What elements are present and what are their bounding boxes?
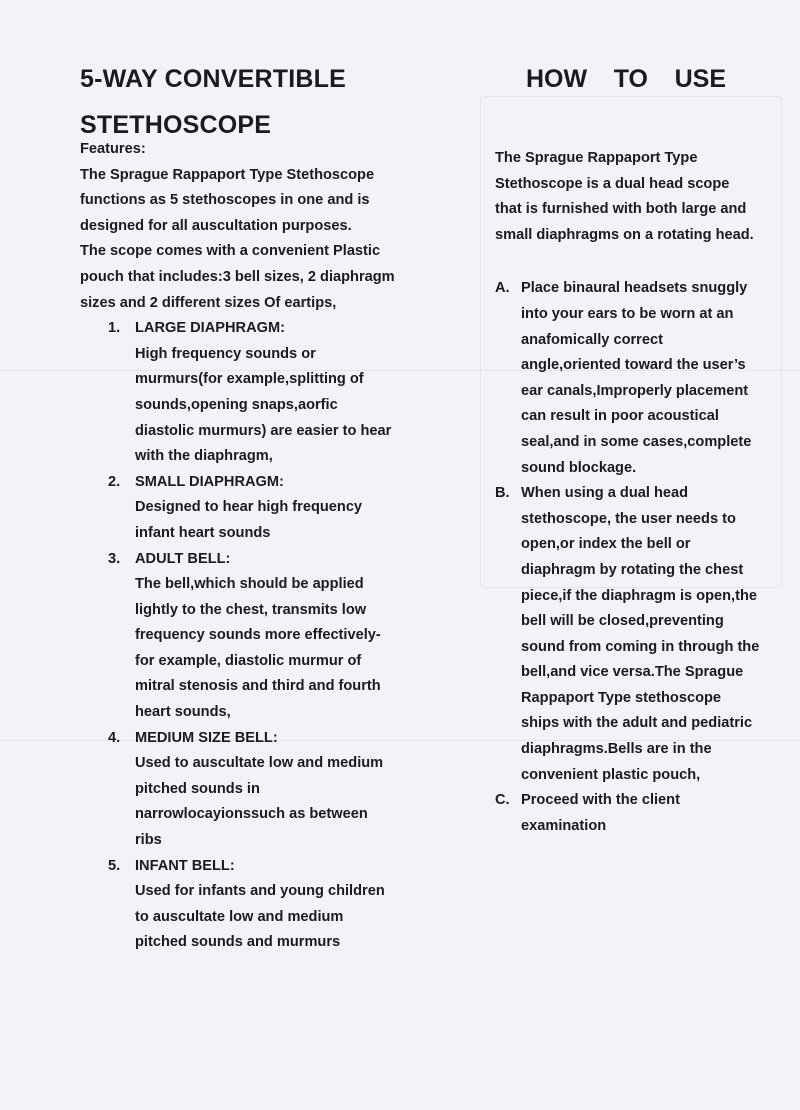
list-item [108,726,398,854]
how-to-use-column [495,146,760,839]
item-description: The bell,which should be applied lightly to the chest, transmits low frequency sounds more effectively-for example, diastolic murmur of mitral stenosis and third and fourth heart sounds, [135,576,381,721]
step-marker: A. [495,280,510,297]
how-to-intro: The Sprague Rappaport Type Stethoscope is a dual head scope that is furnished with both large and small diaphragms on a rotating head. [495,150,754,243]
step-marker: C. [495,792,510,809]
list-item [108,316,398,470]
features-column [80,137,410,956]
list-marker: 2. [108,473,121,490]
item-title: ADULT BELL: [135,550,231,567]
item-title: SMALL DIAPHRAGM: [135,473,284,490]
list-marker: 3. [108,550,121,567]
list-item [108,470,398,547]
steps-list [495,276,760,839]
right-title-word: HOW [526,65,588,93]
step-marker: B. [495,485,510,502]
item-title: INFANT BELL: [135,857,235,874]
item-description: Designed to hear high frequency infant heart sounds [135,499,363,541]
right-title-word: TO [613,65,648,93]
item-description: Used to auscultate low and medium pitched sounds in narrowlocayionssuch as between ribs [135,755,384,849]
list-marker: 1. [108,320,121,337]
component-list [108,316,398,956]
step-text: Place binaural headsets snuggly into your ears to be worn at an anafomically correct angle,oriented toward the user’s ear canals,Improperly placement can result in poor acoustical seal,and in some cases,complete sound blockage. [521,280,752,476]
item-description: Used for infants and young children to auscultate low and medium pitched sounds and murmurs [135,883,385,951]
step-item [495,276,760,481]
item-description: High frequency sounds or murmurs(for example,splitting of sounds,opening snaps,aorfic diastolic murmurs) are easier to hear with the diaphragm, [135,345,392,465]
list-marker: 4. [108,729,121,746]
item-title: LARGE DIAPHRAGM: [135,320,285,337]
step-item [495,481,760,788]
list-marker: 5. [108,857,121,874]
right-title-word: USE [674,65,726,93]
list-item [108,547,398,726]
step-item [495,788,760,839]
item-title: MEDIUM SIZE BELL: [135,729,278,746]
left-title: 5-WAY CONVERTIBLE STETHOSCOPE [80,65,346,139]
features-intro: The Sprague Rappaport Type Stethoscope functions as 5 stethoscopes in one and is designed for all auscultation purposes. [80,166,375,234]
list-item [108,854,398,956]
right-title [526,56,726,102]
pouch-contents: The scope comes with a convenient Plastic pouch that includes:3 bell sizes, 2 diaphragm sizes and 2 different sizes Of eartips, [80,243,395,311]
step-text: When using a dual head stethoscope, the user needs to open,or index the bell or diaphragm by rotating the chest piece,if the diaphragm is open,the bell will be closed,preventing sound from coming in through the bell,and vice versa.The Sprague Rappaport Type stethoscope ships with the adult and pediatric diaphragms.Bells are in the convenient plastic pouch, [521,485,760,783]
features-label: Features: [80,141,146,157]
step-text: Proceed with the client examination [521,792,680,834]
